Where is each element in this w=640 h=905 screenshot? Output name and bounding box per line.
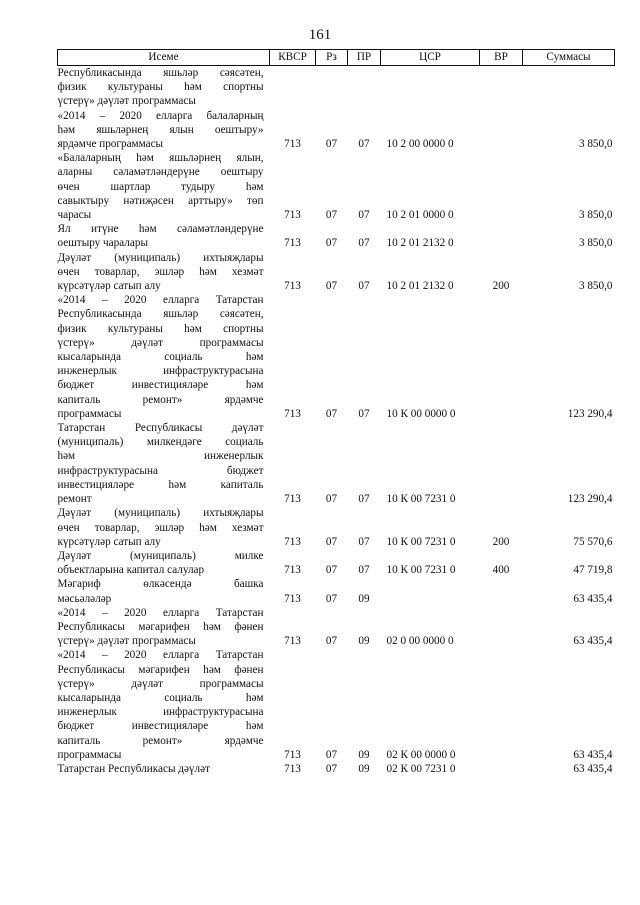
cell-csr: 10 2 01 2132 0 <box>386 280 454 293</box>
cell-kvsr: 713 <box>284 564 301 577</box>
cell-vr <box>480 762 523 776</box>
row-name-line: Дәүләт (муниципаль) милке <box>57 549 264 562</box>
header-csr: ЦСР <box>381 50 480 66</box>
cell-csr: 02 0 00 0000 0 <box>386 635 454 648</box>
cell-csr: 10 2 00 0000 0 <box>386 138 454 151</box>
row-name-line: (муниципаль) милкендәге социаль <box>57 436 264 449</box>
row-name <box>58 762 270 776</box>
row-name <box>58 549 270 577</box>
row-name-line: капиталь ремонт» ярдәмче <box>57 393 264 406</box>
row-name-line: инвестицияләре һәм капиталь <box>57 478 264 491</box>
cell-csr: 10 К 00 7231 0 <box>386 564 456 577</box>
cell-pr: 07 <box>358 535 370 548</box>
row-name-line: «2014 – 2020 елларга Татарстан <box>57 294 264 307</box>
header-sum: Суммасы <box>523 50 615 66</box>
cell-csr <box>381 66 480 109</box>
cell-pr: 09 <box>358 592 370 605</box>
row-name-line: Республикасы мәгарифен һәм фәнен <box>57 663 264 676</box>
row-name-line: бюджет инвестицияләре һәм <box>57 379 264 392</box>
row-name-line: физик культураны һәм спортны <box>57 81 264 94</box>
cell-rz: 07 <box>325 138 338 151</box>
cell-sum: 63 435,4 <box>573 635 613 648</box>
cell-pr: 07 <box>358 209 370 222</box>
row-name-line: физик культураны һәм спортны <box>57 322 264 335</box>
row-name <box>58 66 270 109</box>
cell-rz: 07 <box>325 564 338 577</box>
row-name-line: Мәгариф өлкәсендә башка <box>57 578 264 591</box>
row-name-line: Дәүләт (муниципаль) ихтыяҗлары <box>57 507 264 520</box>
row-name <box>58 251 270 294</box>
row-name <box>58 506 270 549</box>
row-name-line: савыктыру нәтиҗәсен арттыру» төп <box>57 194 264 207</box>
table-row <box>58 66 615 109</box>
cell-csr: 02 К 00 7231 0 <box>386 762 456 775</box>
row-name <box>58 421 270 506</box>
cell-rz <box>316 66 348 109</box>
cell-vr <box>480 66 523 109</box>
table-row <box>58 577 615 605</box>
header-pr: ПР <box>348 50 381 66</box>
cell-vr <box>480 648 523 762</box>
table-row <box>58 648 615 762</box>
cell-rz: 07 <box>325 237 338 250</box>
row-name-line: бюджет инвестицияләре һәм <box>57 720 264 733</box>
cell-vr <box>480 293 523 421</box>
cell-pr: 07 <box>358 138 370 151</box>
table-row <box>58 251 615 294</box>
row-name-line: программасы <box>57 407 122 420</box>
cell-csr: 10 К 00 7231 0 <box>386 535 456 548</box>
table-row <box>58 151 615 222</box>
cell-csr: 10 К 00 0000 0 <box>386 407 456 420</box>
cell-kvsr: 713 <box>284 237 301 250</box>
row-name-line: «2014 – 2020 елларга Татарстан <box>57 649 264 662</box>
row-name-line: Республикасы мәгарифен һәм фәнен <box>57 620 264 633</box>
row-name-line: өчен товарлар, эшләр һәм хезмәт <box>57 265 264 278</box>
budget-table <box>57 49 615 776</box>
row-name-line: чарасы <box>57 209 92 222</box>
row-name <box>58 151 270 222</box>
row-name-line: «2014 – 2020 елларга балаларның <box>57 109 264 122</box>
row-name-line: капиталь ремонт» ярдәмче <box>57 734 264 747</box>
cell-pr <box>348 66 381 109</box>
cell-rz: 07 <box>325 635 338 648</box>
cell-rz: 07 <box>325 748 338 761</box>
row-name <box>58 577 270 605</box>
cell-vr: 200 <box>492 280 510 293</box>
row-name-line: һәм инженерлык <box>57 450 264 463</box>
row-name <box>58 606 270 649</box>
cell-sum: 123 290,4 <box>567 493 613 506</box>
cell-sum: 63 435,4 <box>573 592 613 605</box>
header-kvsr: КВСР <box>270 50 316 66</box>
cell-rz: 07 <box>325 493 338 506</box>
cell-vr <box>480 151 523 222</box>
row-name-line: Дәүләт (муниципаль) ихтыяҗлары <box>57 251 264 264</box>
row-name-line: ярдәмче программасы <box>57 138 164 151</box>
row-name-line: «Балаларның һәм яшьләрнең ялын, <box>57 152 264 165</box>
cell-sum <box>523 66 615 109</box>
cell-kvsr: 713 <box>284 635 301 648</box>
cell-pr: 09 <box>358 635 370 648</box>
cell-kvsr: 713 <box>284 535 301 548</box>
row-name-line: «2014 – 2020 елларга Татарстан <box>57 606 264 619</box>
cell-csr: 10 2 01 0000 0 <box>386 209 454 222</box>
row-name-line: күрсәтүләр сатып алу <box>57 535 161 548</box>
row-name-line: Ял итүне һәм сәламәтләндерүне <box>57 223 264 236</box>
cell-kvsr: 713 <box>284 280 301 293</box>
cell-pr: 07 <box>358 407 370 420</box>
cell-kvsr: 713 <box>284 407 301 420</box>
row-name <box>58 293 270 421</box>
table-row <box>58 222 615 250</box>
row-name-line: күрсәтүләр сатып алу <box>57 280 161 293</box>
row-name-line: ремонт <box>57 493 92 506</box>
row-name-line: өчен шартлар тудыру һәм <box>57 180 264 193</box>
cell-rz: 07 <box>325 407 338 420</box>
row-name-line: һәм яшьләрнең ялын оештыру» <box>57 123 264 136</box>
cell-csr: 02 К 00 0000 0 <box>386 748 456 761</box>
cell-vr <box>480 222 523 250</box>
row-name-line: өчен товарлар, эшләр һәм хезмәт <box>57 521 264 534</box>
table-row <box>58 421 615 506</box>
cell-pr: 07 <box>358 493 370 506</box>
cell-kvsr: 713 <box>284 762 301 775</box>
table-row <box>58 606 615 649</box>
header-vr: ВР <box>480 50 523 66</box>
cell-rz: 07 <box>325 280 338 293</box>
cell-kvsr: 713 <box>284 493 301 506</box>
row-name-line: объектларына капитал салулар <box>57 564 205 577</box>
table-row <box>58 762 615 776</box>
table-row <box>58 293 615 421</box>
cell-sum: 3 850,0 <box>578 280 613 293</box>
row-name <box>58 222 270 250</box>
row-name-line: Республикасында яшьләр сәясәтен, <box>57 67 264 79</box>
cell-sum: 47 719,8 <box>573 564 613 577</box>
table-body <box>58 66 615 777</box>
row-name-line: Татарстан Республикасы дәүләт <box>57 762 210 775</box>
cell-sum: 75 570,6 <box>573 535 613 548</box>
cell-vr: 400 <box>492 564 510 577</box>
header-name: Исеме <box>58 50 270 66</box>
row-name-line: Татарстан Республикасы дәүләт <box>57 422 264 435</box>
header-rz: Рз <box>316 50 348 66</box>
row-name-line: инженерлык инфраструктурасына <box>57 365 264 378</box>
row-name <box>58 109 270 152</box>
cell-vr <box>480 606 523 649</box>
cell-vr: 200 <box>492 535 510 548</box>
cell-sum: 3 850,0 <box>578 138 613 151</box>
cell-kvsr <box>270 66 316 109</box>
cell-vr <box>480 421 523 506</box>
cell-sum: 63 435,4 <box>573 762 613 775</box>
row-name-line: программасы <box>57 748 122 761</box>
cell-csr: 10 К 00 7231 0 <box>386 493 456 506</box>
cell-pr: 09 <box>358 762 370 775</box>
table-row <box>58 109 615 152</box>
row-name-line: оештыру чаралары <box>57 237 148 250</box>
cell-kvsr: 713 <box>284 592 301 605</box>
cell-pr: 07 <box>358 280 370 293</box>
cell-csr <box>381 577 480 605</box>
row-name-line: үстерү» дәүләт программасы <box>57 336 264 349</box>
cell-sum: 3 850,0 <box>578 209 613 222</box>
row-name-line: үстерү» дәүләт программасы <box>57 95 196 108</box>
cell-csr: 10 2 01 2132 0 <box>386 237 454 250</box>
row-name-line: аларны сәламәтләндерүне оештыру <box>57 166 264 179</box>
row-name <box>58 648 270 762</box>
cell-pr: 07 <box>358 564 370 577</box>
cell-rz: 07 <box>325 762 338 775</box>
cell-sum: 63 435,4 <box>573 748 613 761</box>
row-name-line: мәсьәләләр <box>57 592 112 605</box>
cell-sum: 123 290,4 <box>567 407 613 420</box>
cell-pr: 07 <box>358 237 370 250</box>
cell-rz: 07 <box>325 592 338 605</box>
row-name-line: инфраструктурасына бюджет <box>57 464 264 477</box>
cell-pr: 09 <box>358 748 370 761</box>
cell-vr <box>480 109 523 152</box>
row-name-line: Республикасында яшьләр сәясәтен, <box>57 308 264 321</box>
row-name-line: кысаларында социаль һәм <box>57 351 264 364</box>
row-name-line: инженерлык инфраструктурасына <box>57 706 264 719</box>
cell-rz: 07 <box>325 535 338 548</box>
table-row <box>58 549 615 577</box>
cell-kvsr: 713 <box>284 748 301 761</box>
row-name-line: кысаларында социаль һәм <box>57 691 264 704</box>
table-row <box>58 506 615 549</box>
row-name-line: үстерү» дәүләт программасы <box>57 677 264 690</box>
table-header <box>58 50 615 66</box>
cell-kvsr: 713 <box>284 209 301 222</box>
cell-rz: 07 <box>325 209 338 222</box>
cell-sum: 3 850,0 <box>578 237 613 250</box>
cell-vr <box>480 577 523 605</box>
row-name-line: үстерү» дәүләт программасы <box>57 635 196 648</box>
cell-kvsr: 713 <box>284 138 301 151</box>
page-number: 161 <box>308 27 332 43</box>
